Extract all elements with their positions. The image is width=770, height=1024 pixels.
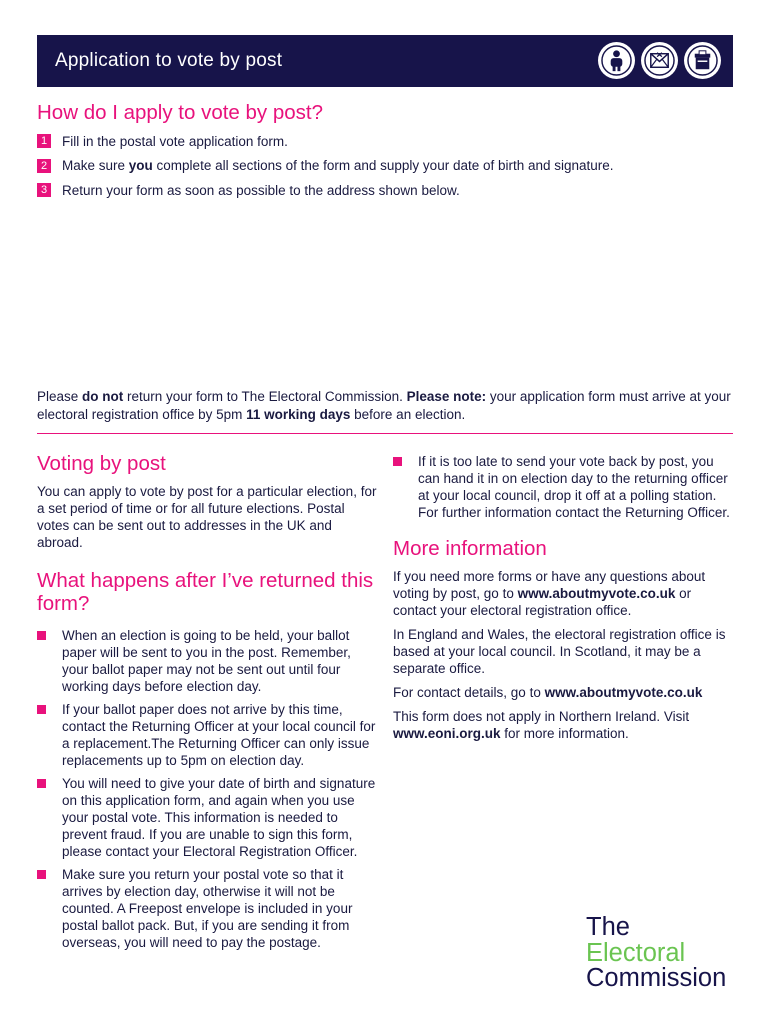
header-icons (598, 42, 721, 79)
bullet-square (37, 705, 46, 714)
after-heading: What happens after I’ve returned this form? (37, 569, 374, 615)
eoni-link: www.eoni.org.uk (393, 726, 501, 741)
electoral-commission-logo: The Electoral Commission (586, 913, 727, 992)
section-divider (37, 433, 733, 434)
more-info-para: For contact details, go to www.aboutmyvote.co.uk (393, 685, 703, 700)
bullet-square (393, 457, 402, 466)
step-item (37, 154, 614, 179)
right-column (393, 453, 738, 742)
step-number: 2 (37, 159, 51, 173)
more-info-para: This form does not apply in Northern Ireland. Visit www.eoni.org.uk for more information. (393, 709, 690, 741)
header-band (37, 35, 733, 87)
person-icon (598, 42, 635, 79)
more-info-heading: More information (393, 537, 547, 560)
bullet-item: When an election is going to be held, your ballot paper will be sent to you in the post. Remember, your ballot paper may not be sent out until four working days before election day. (37, 627, 379, 695)
bullet-item: You will need to give your date of birth and signature on this application form, and again when you use your postal vote. This information is needed to prevent fraud. If you are unable to sign this form, please contact your Electoral Registration Officer. (37, 775, 379, 860)
envelope-icon (641, 42, 678, 79)
left-column (37, 452, 379, 957)
bullet-item: If your ballot paper does not arrive by this time, contact the Returning Officer at your local council for a replacement.The Returning Officer can only issue replacements up to 5pm on election day. (37, 701, 379, 769)
step-item (37, 178, 614, 203)
steps-list (37, 129, 614, 203)
step-number: 3 (37, 183, 51, 197)
more-info-para: If you need more forms or have any questions about voting by post, go to www.aboutmyvote.co.uk or contact your electoral registration office. (393, 569, 706, 618)
bullet-square (37, 779, 46, 788)
right-bullets (393, 453, 738, 521)
bullet-item: Make sure you return your postal vote so that it arrives by election day, otherwise it will not be counted. A Freepost envelope is included in your postal ballot pack. But, if you are sending it from overseas, you will need to pay the postage. (37, 866, 379, 951)
bullet-square (37, 631, 46, 640)
aboutmyvote-link: www.aboutmyvote.co.uk (517, 586, 676, 601)
after-bullets (37, 627, 379, 951)
voting-text: You can apply to vote by post for a particular election, for a set period of time or for all future elections. Postal votes can be sent out to addresses in the UK and abroad. (37, 484, 377, 550)
step-text: Make sure you complete all sections of the form and supply your date of birth and signature. (62, 158, 614, 174)
step-text: Return your form as soon as possible to the address shown below. (62, 182, 460, 198)
header-title: Application to vote by post (55, 50, 283, 71)
step-item (37, 129, 614, 154)
step-number: 1 (37, 134, 51, 148)
main-heading: How do I apply to vote by post? (37, 101, 324, 124)
bullet-item: If it is too late to send your vote back by post, you can hand it in on election day to the returning officer at your local council, drop it off at a polling station. For further information contact the Returning Officer. (393, 453, 738, 521)
notice-text: Please do not return your form to The Electoral Commission. Please note: your application form must arrive at your electoral registration office by 5pm 11 working days before an election. (37, 389, 731, 422)
voting-heading: Voting by post (37, 452, 166, 475)
bullet-square (37, 870, 46, 879)
ballot-box-icon (684, 42, 721, 79)
step-text: Fill in the postal vote application form. (62, 133, 288, 149)
aboutmyvote-link: www.aboutmyvote.co.uk (544, 685, 703, 700)
more-info-para: In England and Wales, the electoral registration office is based at your local council. In Scotland, it may be a separate office. (393, 627, 726, 676)
